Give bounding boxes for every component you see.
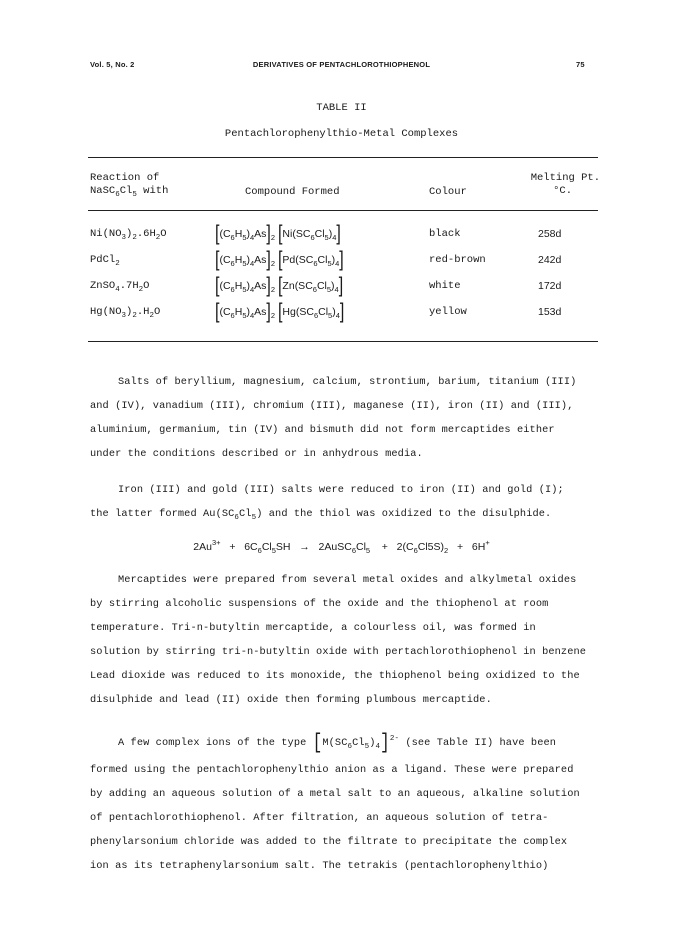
compound-cell: $[(C_6H_5)_4As]_2$ $[Ni(SC_6Cl_5)_4]$ (215, 223, 341, 246)
text-line: formed using the pentachlorophenylthio anion as a ligand. These were prepared (90, 764, 574, 776)
page-number: 75 (576, 60, 585, 69)
reagent-cell: PdCl$_2$ (90, 254, 120, 268)
text-line: by adding an aqueous solution of a metal salt to an aqueous, alkaline solution (90, 788, 580, 800)
colour-cell: yellow (429, 306, 467, 318)
text-line: of pentachlorothiophenol. After filtration, an aqueous solution of tetra- (90, 812, 549, 824)
melting-point-cell: 258d (538, 228, 562, 240)
col-header-reaction: Reaction of $NaSC_6Cl_5$ with (90, 172, 169, 199)
reagent-cell: $Hg(NO_3)_2.H_2O$ (90, 306, 161, 320)
compound-cell: $[(C_6H_5)_4As]_2$ $[Pd(SC_6Cl_5)_4]$ (215, 249, 344, 272)
text-line: Iron (III) and gold (III) salts were reduced to iron (II) and gold (I); (118, 484, 564, 496)
col-header-compound: Compound Formed (245, 186, 340, 198)
text-line: disulphide and lead (II) oxide then forming plumbous mercaptide. (90, 694, 492, 706)
text-line: phenylarsonium chloride was added to the filtrate to precipitate the complex (90, 836, 568, 848)
text-line: Lead dioxide was reduced to its monoxide, the thiophenol being oxidized to the (90, 670, 580, 682)
text-line: the latter formed $Au(SC_6Cl_5)$ and the thiol was oxidized to the disulphide. (90, 508, 552, 522)
text-line: ion as its tetraphenylarsonium salt. The tetrakis (pentachlorophenylthio) (90, 860, 549, 872)
colour-cell: red-brown (429, 254, 486, 266)
text-line: and (IV), vanadium (III), chromium (III), maganese (II), iron (II) and (III), (90, 400, 574, 412)
reagent-cell: $ZnSO_4.7H_2O$ (90, 280, 150, 294)
volume-label: Vol. 5, No. 2 (90, 60, 135, 69)
col-header-colour: Colour (429, 186, 467, 198)
melting-point-cell: 153d (538, 306, 562, 318)
colour-cell: white (429, 280, 461, 292)
reagent-cell: $Ni(NO_3)_2.6H_2O$ (90, 228, 167, 242)
text-line: solution by stirring tri-n-butyltin oxide with pertachlorothiophenol in benzene (90, 646, 587, 658)
text-line: Salts of beryllium, magnesium, calcium, strontium, barium, titanium (III) (118, 376, 577, 388)
compound-cell: $[(C_6H_5)_4As]_2$ $[Hg(SC_6Cl_5)_4]$ (215, 301, 345, 324)
table-top-rule (88, 157, 598, 158)
table-bottom-rule (88, 341, 598, 342)
colour-cell: black (429, 228, 461, 240)
text-line: aluminium, germanium, tin (IV) and bismuth did not form mercaptides either (90, 424, 555, 436)
table-header-rule (88, 210, 598, 211)
reaction-equation: $2Au^{3+}$ + $6C_6Cl_5SH$ → $2AuSC_6Cl_5$ + $2(C_6Cl5S)_2$ + 6H+ (193, 538, 490, 555)
text-line: by stirring alcoholic suspensions of the oxide and the thiophenol at room (90, 598, 549, 610)
text-line: temperature. Tri-n-butyltin mercaptide, a colourless oil, was formed in (90, 622, 536, 634)
text-line: under the conditions described or in anhydrous media. (90, 448, 423, 460)
melting-point-cell: 172d (538, 280, 562, 292)
compound-cell: $[(C_6H_5)_4As]_2$ $[Zn(SC_6Cl_5)_4]$ (215, 275, 344, 298)
text-line: Mercaptides were prepared from several metal oxides and alkylmetal oxides (118, 574, 577, 586)
arrow-icon: → (299, 541, 310, 553)
col-header-melting-point: Melting Pt. °C. (530, 172, 600, 197)
running-title: DERIVATIVES OF PENTACHLOROTHIOPHENOL (252, 60, 431, 69)
text-line: A few complex ions of the type $[M(SC_6Cl_5)_4]^{2-}$ (see Table II) have been (118, 731, 557, 755)
melting-point-cell: 242d (538, 254, 562, 266)
table-label: TABLE II (316, 102, 367, 114)
table-caption: Pentachlorophenylthio-Metal Complexes (224, 128, 459, 140)
